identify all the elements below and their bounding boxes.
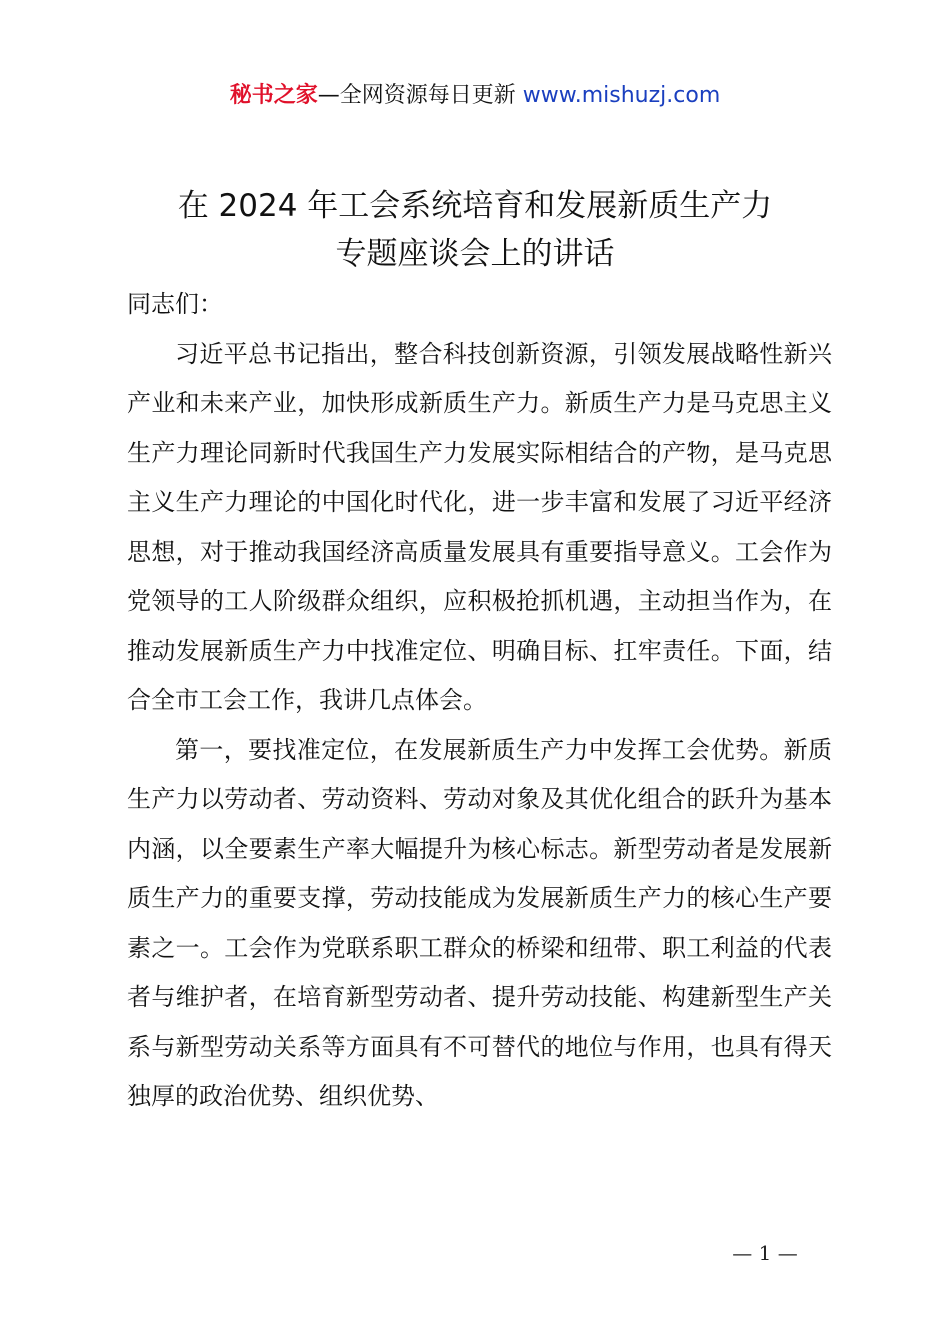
page-number: — 1 —: [732, 1241, 798, 1265]
title-line-1: 在 2024 年工会系统培育和发展新质生产力: [177, 188, 773, 224]
paragraph-first-point: 第一，要找准定位，在发展新质生产力中发挥工会优势。新质生产力以劳动者、劳动资料、劳动对象及其优化组合的跃升为基本内涵，以全要素生产率大幅提升为核心标志。新型劳动者是发展新质生产力的重要支撑，劳动技能成为发展新质生产力的核心生产要素之一。工会作为党联系职工群众的桥梁和纽带、职工利益的代表者与维护者，在培育新型劳动者、提升劳动技能、构建新型生产关系与新型劳动关系等方面具有不可替代的地位与作用，也具有得天独厚的政治优势、组织优势、: [127, 735, 832, 1110]
document-body: [127, 280, 832, 1122]
site-url-link[interactable]: www.mishuzj.com: [522, 83, 721, 108]
site-brand: 秘书之家: [229, 83, 318, 108]
paragraph-intro: 习近平总书记指出，整合科技创新资源，引领发展战略性新兴产业和未来产业，加快形成新质生产力。新质生产力是马克思主义生产力理论同新时代我国生产力发展实际相结合的产物，是马克思主义生产力理论的中国化时代化，进一步丰富和发展了习近平经济思想，对于推动我国经济高质量发展具有重要指导意义。工会作为党领导的工人阶级群众组织，应积极抢抓机遇，主动担当作为，在推动发展新质生产力中找准定位、明确目标、扛牢责任。下面，结合全市工会工作，我讲几点体会。: [127, 339, 832, 714]
site-tagline: —全网资源每日更新: [317, 83, 523, 108]
site-header: [0, 80, 950, 112]
salutation: 同志们：: [127, 290, 223, 318]
document-title: [100, 182, 850, 278]
title-line-2: 专题座谈会上的讲话: [335, 236, 615, 272]
